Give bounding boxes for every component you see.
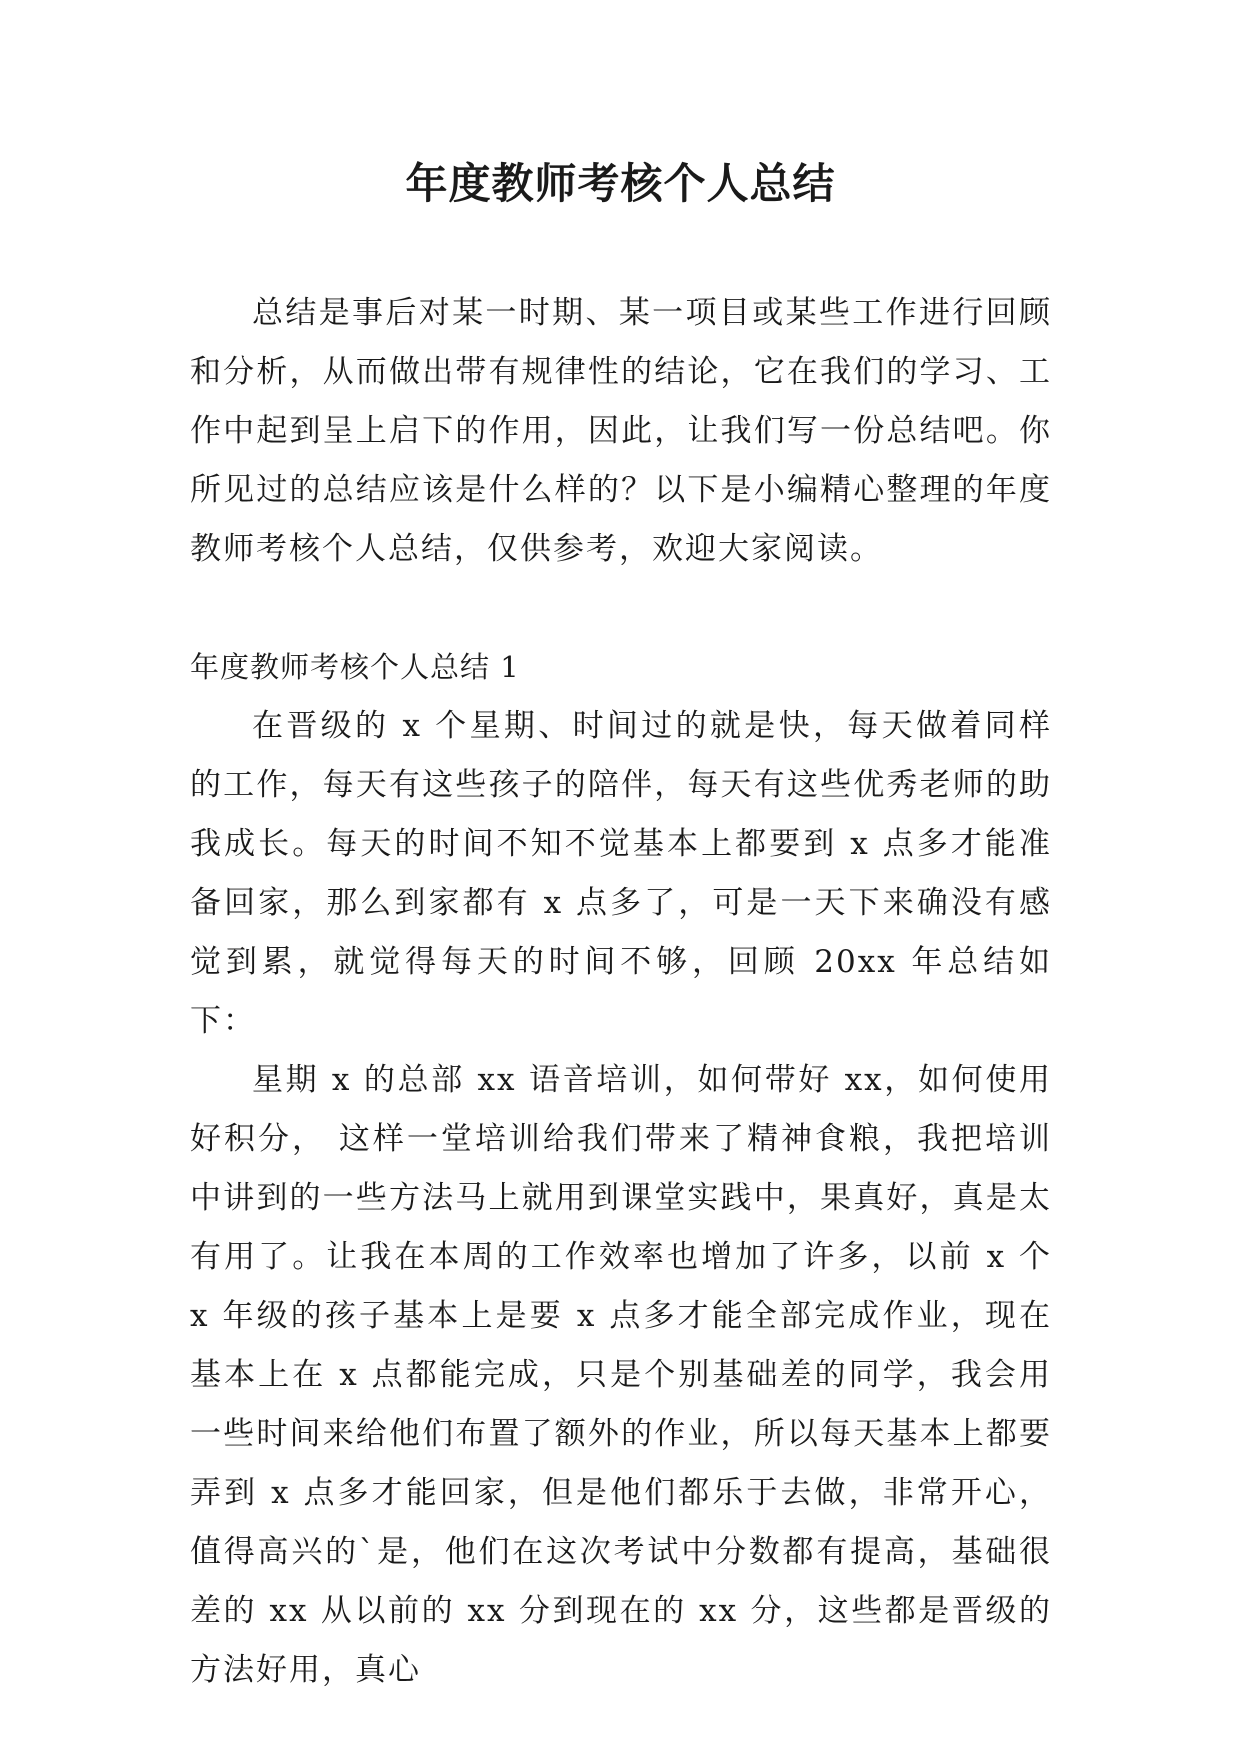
section-paragraph: 星期 x 的总部 xx 语音培训，如何带好 xx，如何使用好积分， 这样一堂培训给我们带来了精神食粮，我把培训中讲到的一些方法马上就用到课堂实践中，果真好，真是太有用了。让我在本周的工作效率也增加了许多，以前 x 个 x 年级的孩子基本上是要 x 点多才能全部完成作业，现在基本上在 x 点都能完成，只是个别基础差的同学，我会用一些时间来给他们布置了额外的作业，所以每天基本上都要弄到 x 点多才能回家，但是他们都乐于去做，非常开心，值得高兴的`是，他们在这次考试中分数都有提高，基础很差的 xx 从以前的 xx 分到现在的 xx 分，这些都是晋级的方法好用，真心 [190,1062,1052,1688]
section-heading: 年度教师考核个人总结 1 [190,650,520,684]
document-title: 年度教师考核个人总结 [405,159,836,208]
intro-block [190,284,1052,579]
section-paragraph: 在晋级的 x 个星期、时间过的就是快，每天做着同样的工作，每天有这些孩子的陪伴，每天有这些优秀老师的助我成长。每天的时间不知不觉基本上都要到 x 点多才能准备回家，那么到家都有 x 点多了，可是一天下来确没有感觉到累，就觉得每天的时间不够，回顾 20xx 年总结如下： [190,708,1052,1039]
intro-paragraph: 总结是事后对某一时期、某一项目或某些工作进行回顾和分析，从而做出带有规律性的结论，它在我们的学习、工作中起到呈上启下的作用，因此，让我们写一份总结吧。你所见过的总结应该是什么样的？以下是小编精心整理的年度教师考核个人总结，仅供参考，欢迎大家阅读。 [190,295,1052,567]
section-1 [190,638,1052,1700]
